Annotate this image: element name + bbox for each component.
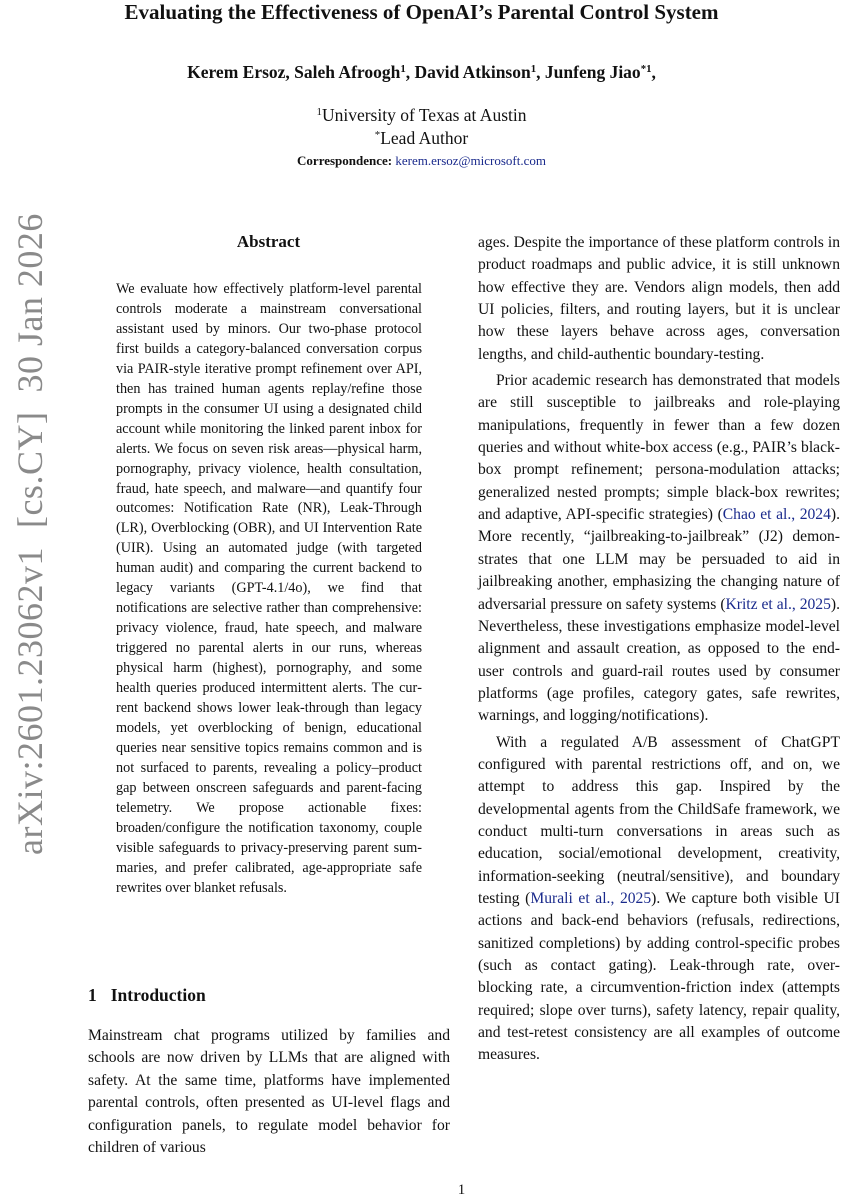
author-affiliation-mark: *1 xyxy=(640,63,652,76)
author-name: David Atkinson xyxy=(414,62,531,82)
correspondence-label: Correspondence: xyxy=(297,153,393,168)
author-affiliation-mark: 1 xyxy=(400,63,406,76)
intro-paragraph-1-start: Mainstream chat programs utilized by families and schools are now driven by LLMs that are aligned with safety. At the same time, platforms have implemented parental controls, often presented as UI-level flags and configuration panels, to regulate model behavior for children of various xyxy=(88,1027,450,1157)
author-affiliation-mark: 1 xyxy=(530,63,537,76)
author-name: Saleh Afroogh xyxy=(294,62,401,82)
page-number: 1 xyxy=(457,1182,466,1198)
correspondence-email-link[interactable]: kerem.ersoz@microsoft.com xyxy=(395,153,546,168)
affiliations xyxy=(0,104,843,150)
citation-link[interactable]: Kritz et al., 2025 xyxy=(725,595,831,613)
intro-paragraph-2: Prior academic research has demonstrated that models are still susceptible to jailbreaks and role-playing manipulations, frequently in fewer than a few dozen queries and without white-box access (e.g., PAIR’s black-box prompt refinement; persona-modulation attacks; generalized nested prompts; simple black-box rewrites; and adaptive, API-specific strategies) (Chao et al., 2024). More recently, “jailbreaking-to-jailbreak” (J2) demonstrates that one LLM may be persuaded to aid in jailbreaking another, emphasizing the changing nature of adversarial pressure on safety systems (Kritz et al., 2025). Nevertheless, these investigations emphasize model-level alignment and assault creation, as opposed to the end-user controls and guard-rail routes used by consumer platforms (age profiles, category gates, safe rewrites, warnings, and logging/notifications). xyxy=(478,372,840,725)
correspondence xyxy=(0,153,843,169)
abstract-heading: Abstract xyxy=(236,232,301,251)
author-name: Junfeng Jiao xyxy=(544,62,641,82)
section-title: Introduction xyxy=(110,985,206,1005)
citation-link[interactable]: Chao et al., 2024 xyxy=(722,506,831,524)
paper-title: Evaluating the Effectiveness of OpenAI’s Parental Control System xyxy=(124,0,719,24)
intro-paragraph-1-end: ages. Despite the importance of these platform controls in product roadmaps and public advice, it is still unknown how effective they are. Vendors align models, then add UI policies, filters, and routing layers, but it is unclear how these layers behave across ages, conversation lengths, and child-authentic boundary-testing. xyxy=(478,234,840,363)
author-name: Kerem Ersoz xyxy=(187,62,286,82)
intro-paragraph-3: With a regulated A/B assessment of ChatGPT configured with parental restrictions off, and on, we attempt to address this gap. Inspired by the developmental agents from the ChildSafe framework, we conduct multi-turn conversations in areas such as education, social/emotional development, creativity, information-seeking (neutral/sensitive), and boundary testing (Murali et al., 2025). We capture both visible UI actions and back-end behaviors (refusals, redirections, sanitized completions) by adding control-specific probes (such as contact gating). Leak-through rate, over-blocking rate, a circumvention-friction index (attempts required; slope over turns), safety latency, repair quality, and test-retest consistency are all examples of outcome measures. xyxy=(478,733,840,1064)
right-column xyxy=(478,232,840,1067)
author-list: Kerem Ersoz, Saleh Afroogh$^1$, David Atkinson$^1$, Junfeng Jiao$^{*1}$, xyxy=(187,62,656,82)
citation-link[interactable]: Murali et al., 2025 xyxy=(530,889,652,907)
lead-author-note: *Lead Author xyxy=(374,128,469,148)
affiliation-line: $^1$University of Texas at Austin xyxy=(316,105,527,125)
arxiv-sidebar-stamp: arXiv:2601.23062v1 [cs.CY] 30 Jan 2026 xyxy=(10,213,50,855)
section-number: 1 xyxy=(88,985,97,1005)
section-heading-introduction xyxy=(88,985,206,1006)
abstract-body: We evaluate how effectively platform-level parental controls moderate a mainstream conversational assistant used by minors. Our two-phase protocol first builds a category-balanced conversation corpus via PAIR-style iterative prompt refinement over API, then has trained human agents replay/refine those prompts in the consumer UI using a designated child account while monitoring the linked parent inbox for alerts. We focus on seven risk areas—physical harm, pornography, privacy violence, health consultation, fraud, hate speech, and malware—and quantify four outcomes: Notification Rate (NR), Leak-Through (LR), Overblocking (OBR), and UI Intervention Rate (UIR). Using an automated judge (with targeted human audit) and comparing the current backend to legacy variants (GPT-4.1/4o), we find that notifications are selective rather than comprehensive: privacy violence, fraud, hate speech, and malware triggered no parental alerts in our runs, whereas physical harm (highest), pornography, and some health queries produced intermittent alerts. The current backend shows lower leak-through than legacy models, yet overblocking of benign, educational queries near sensitive topics remains common and is not surfaced to parents, revealing a policy–product gap between onscreen safeguards and parent-facing telemetry. We propose actionable fixes: broaden/configure the notification taxonomy, couple visible safeguards to privacy-preserving parent summaries, and prefer calibrated, age-appropriate safe rewrites over blanket refusals. xyxy=(116,281,422,896)
